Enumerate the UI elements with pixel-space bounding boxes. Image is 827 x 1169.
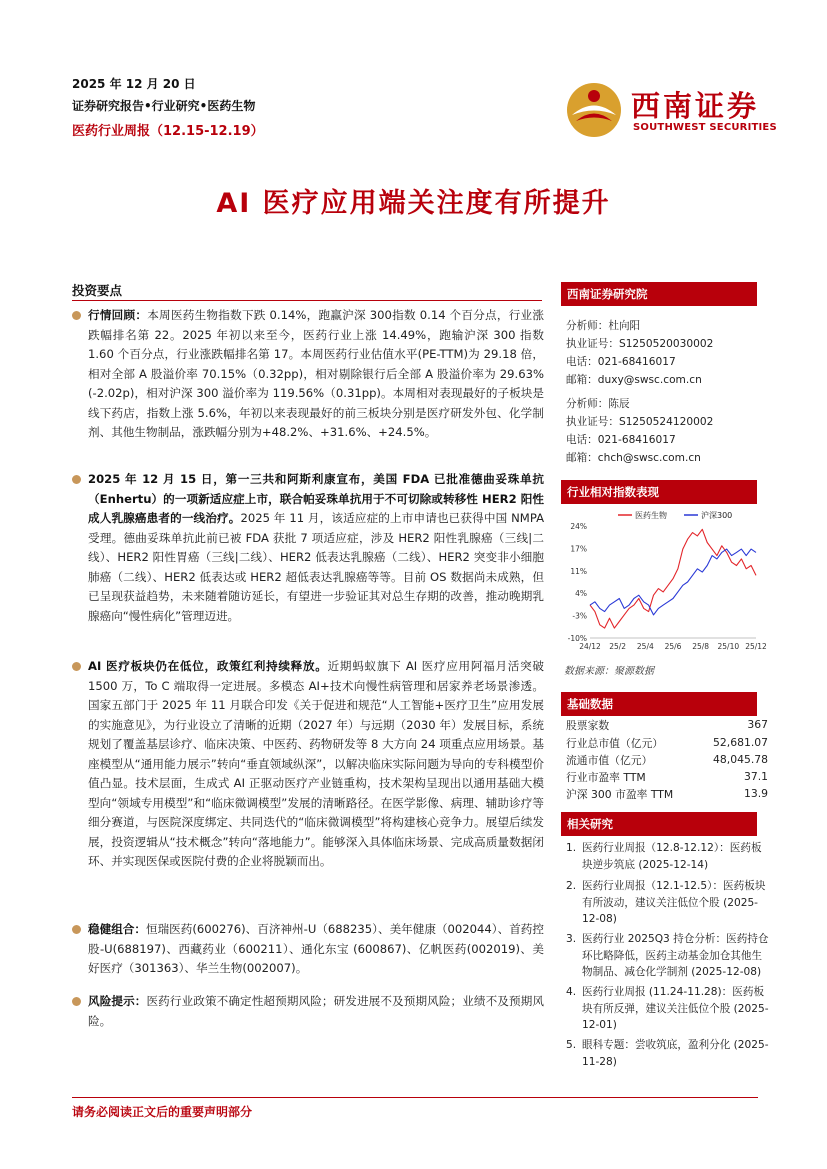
enhertu-head: 2025 年 12 月 15 日，第一三共和阿斯利康宣布，美国 FDA 已批准德曲妥珠单抗（Enhertu）的一项新适应症上市，联合帕妥珠单抗用于不可切除或转移性 HER2 阳性成人乳腺癌患者的一线治疗。 xyxy=(88,472,544,525)
related-item-text: 医药行业周报 (11.24-11.28)：医药板块有所反弹，建议关注低位个股 (2025-12-01) xyxy=(582,986,769,1031)
ai-medical-paragraph xyxy=(72,657,544,872)
related-item-number: 4. xyxy=(566,986,577,998)
x-tick-label: 25/2 xyxy=(609,642,627,651)
footer-divider xyxy=(72,1097,758,1098)
research-institute-header: 西南证券研究院 xyxy=(561,282,757,306)
bullet-icon xyxy=(72,475,81,484)
market-review-body: 本周医药生物指数下跌 0.14%，跑赢沪深 300指数 0.14 个百分点，行业涨跌幅排名第 22。2025 年初以来至今，医药行业上涨 14.49%，跑输沪深 300 指数 1.60 个百分点，行业涨跌幅排名第 17。本周医药行业估值水平(PE-TTM)为 29.18 倍，相对全部 A 股溢价率 70.15%（0.32pp)，相对剔除银行后全部 A 股溢价率为 29.63%(-2.02p)，相对沪深 300 溢价率为 119.56%（0.31pp)。本周相对表现最好的子板块是线下药店，指数上涨 5.6%，年初以来表现最好的前三板块分别是医疗研发外包、化学制剂、其他生物制品，涨跌幅分别为+48.2%、+31.6%、+24.5%。 xyxy=(88,308,544,439)
legend-label: 沪深300 xyxy=(701,511,733,520)
portfolio-paragraph xyxy=(72,920,544,979)
logo-text: 西南证券 xyxy=(631,89,760,123)
legend-label: 医药生物 xyxy=(635,511,667,520)
x-tick-label: 25/12 xyxy=(745,642,767,651)
y-tick-label: 24% xyxy=(570,522,587,531)
related-item-text: 眼科专题：尝收筑底，盈利分化 (2025-11-28) xyxy=(582,1039,769,1068)
x-tick-label: 25/6 xyxy=(664,642,682,651)
page-title: AI 医疗应用端关注度有所提升 xyxy=(216,188,611,219)
related-item-text: 医药行业周报（12.1-12.5）：医药板块有所波动，建议关注低位个股 (2025-12-08) xyxy=(582,880,766,925)
basic-data-label: 行业市盈率 TTM xyxy=(566,771,646,784)
report-type: 证券研究报告•行业研究•医药生物 xyxy=(72,99,256,113)
basic-data-row xyxy=(566,753,768,768)
analyst-1-cert: 执业证号：S1250520030002 xyxy=(566,338,714,350)
series-line-2 xyxy=(590,549,756,615)
basic-data-value: 48,045.78 xyxy=(713,753,768,766)
report-series: 医药行业周报（12.15-12.19） xyxy=(72,124,264,139)
ai-medical-body: 近期蚂蚁旗下 AI 医疗应用阿福月活突破 1500 万，To C 端取得一定进展。多模态 AI+技术向慢性病管理和居家养老场景渗透。国家五部门于 2025 年 11 月联合印发《关于促进和规范“人工智能+医疗卫生”应用发展的实施意见》，为行业设立了清晰的近期（2027 年）与远期（2030 年）发展目标，系统规划了覆盖基层诊疗、临床决策、中医药、药物研发等 8 大方向 24 项重点应用场景。基座模型从“通用能力展示”转向“垂直领域纵深”，以解决临床实际问题为导向的专科模型价值凸显。技术层面，生成式 AI 正驱动医疗产业链重构，技术架构呈现出以通用基础大模型向“领域专用模型”和“临床微调模型”发展的清晰路径。在医学影像、病理、辅助诊疗等细分赛道，与医院深度绑定、共同迭代的“临床微调模型”将构建核心竞争力。展望后续发展，投资逻辑从“技术概念”转向“落地能力”。能够深入具体临床场景、完成高质量数据闭环、并实现医保或医院付费的企业将脱颖而出。 xyxy=(88,659,544,868)
analyst-2-phone: 电话：021-68416017 xyxy=(566,434,676,446)
index-chart-header: 行业相对指数表现 xyxy=(561,480,757,504)
x-tick-label: 25/4 xyxy=(636,642,654,651)
related-item-text: 医药行业 2025Q3 持仓分析：医药持仓环比略降低，医药主动基金加仓其他生物制品、减仓化学制剂 (2025-12-08) xyxy=(582,933,769,978)
risk-paragraph xyxy=(72,992,544,1031)
analyst-2-cert: 执业证号：S1250524120002 xyxy=(566,416,714,428)
risk-body: 医药行业政策不确定性超预期风险；研发进展不及预期风险；业绩不及预期风险。 xyxy=(88,994,544,1028)
x-tick-label: 25/10 xyxy=(717,642,740,651)
related-item[interactable] xyxy=(566,1037,772,1070)
market-review-paragraph xyxy=(72,306,544,443)
related-research-header: 相关研究 xyxy=(561,812,757,836)
ai-medical-head: AI 医疗板块仍在低位，政策红利持续释放。 xyxy=(88,659,328,673)
y-tick-label: -3% xyxy=(572,611,587,621)
series-line-1 xyxy=(590,529,756,628)
y-tick-label: -10% xyxy=(567,634,587,643)
basic-data-header: 基础数据 xyxy=(561,692,757,716)
chart-source: 数据来源：聚源数据 xyxy=(564,666,654,677)
analyst-2-email[interactable]: 邮箱：chch@swsc.com.cn xyxy=(566,452,701,464)
bullet-icon xyxy=(72,311,81,320)
portfolio-head: 稳健组合： xyxy=(88,922,146,936)
related-item-number: 5. xyxy=(566,1039,577,1051)
report-date: 2025 年 12 月 20 日 xyxy=(72,77,196,91)
market-review-head: 行情回顾： xyxy=(88,308,148,322)
basic-data-row xyxy=(566,736,768,751)
y-tick-label: 11% xyxy=(570,566,587,576)
related-item-text: 医药行业周报（12.8-12.12）：医药板块逆步筑底 (2025-12-14) xyxy=(582,842,762,871)
risk-head: 风险提示： xyxy=(88,994,147,1008)
basic-data-value: 52,681.07 xyxy=(713,736,768,749)
related-item-number: 3. xyxy=(566,933,577,945)
enhertu-paragraph xyxy=(72,470,544,626)
logo-icon xyxy=(566,82,622,138)
x-tick-label: 24/12 xyxy=(579,642,601,651)
basic-data-row xyxy=(566,770,768,785)
divider xyxy=(72,300,542,301)
basic-data-value: 37.1 xyxy=(743,770,768,783)
analyst-1-name: 分析师：杜向阳 xyxy=(566,320,641,332)
logo-english: SOUTHWEST SECURITIES xyxy=(633,122,777,133)
analyst-1-phone: 电话：021-68416017 xyxy=(566,356,676,368)
bullet-icon xyxy=(72,997,81,1006)
bullet-icon xyxy=(72,925,81,934)
basic-data-row xyxy=(566,787,768,802)
enhertu-body: 2025 年 11 月，该适应症的上市申请也已获得中国 NMPA 受理。德曲妥珠单抗此前已被 FDA 获批 7 项适应症，涉及 HER2 阳性乳腺癌（三线|二线）、HER2 阳性胃癌（三线|二线）、HER2 低表达乳腺癌（二线）、HER2 突变非小细胞肺癌（二线）、HER2 低表达或 HER2 超低表达乳腺癌等等。目前 OS 数据尚未成熟，但已呈现获益趋势，未来随着随访延长，有望进一步验证其对总生存期的改善，推动晚期乳腺癌向“慢性病化”管理迈进。 xyxy=(88,511,544,623)
related-item[interactable] xyxy=(566,878,772,928)
related-item-number: 2. xyxy=(566,880,577,892)
basic-data-value: 367 xyxy=(747,718,768,731)
analyst-1-email[interactable]: 邮箱：duxy@swsc.com.cn xyxy=(566,374,702,386)
footer-disclaimer: 请务必阅读正文后的重要声明部分 xyxy=(72,1105,253,1119)
basic-data-label: 行业总市值（亿元） xyxy=(566,737,664,750)
y-tick-label: 4% xyxy=(575,589,587,599)
basic-data-row xyxy=(566,718,768,733)
basic-data-value: 13.9 xyxy=(743,787,768,800)
basic-data-label: 股票家数 xyxy=(566,719,610,732)
portfolio-body: 恒瑞医药(600276)、百济神州-U（688235）、美年健康（002044）、首药控股-U(688197)、西藏药业（600211）、通化东宝 (600867)、亿帆医药(002019)、美好医疗（301363）、华兰生物(002007)。 xyxy=(88,922,544,975)
related-item[interactable] xyxy=(566,984,772,1034)
related-item[interactable] xyxy=(566,931,772,981)
key-points-heading: 投资要点 xyxy=(72,283,123,298)
bullet-icon xyxy=(72,662,81,671)
analyst-2-name: 分析师：陈辰 xyxy=(566,398,630,410)
related-item[interactable] xyxy=(566,840,772,873)
index-line-chart xyxy=(560,508,767,658)
related-item-number: 1. xyxy=(566,842,577,854)
basic-data-label: 流通市值（亿元） xyxy=(566,754,653,767)
x-tick-label: 25/8 xyxy=(692,642,710,651)
basic-data-label: 沪深 300 市盈率 TTM xyxy=(566,788,674,801)
y-tick-label: 17% xyxy=(570,544,587,554)
